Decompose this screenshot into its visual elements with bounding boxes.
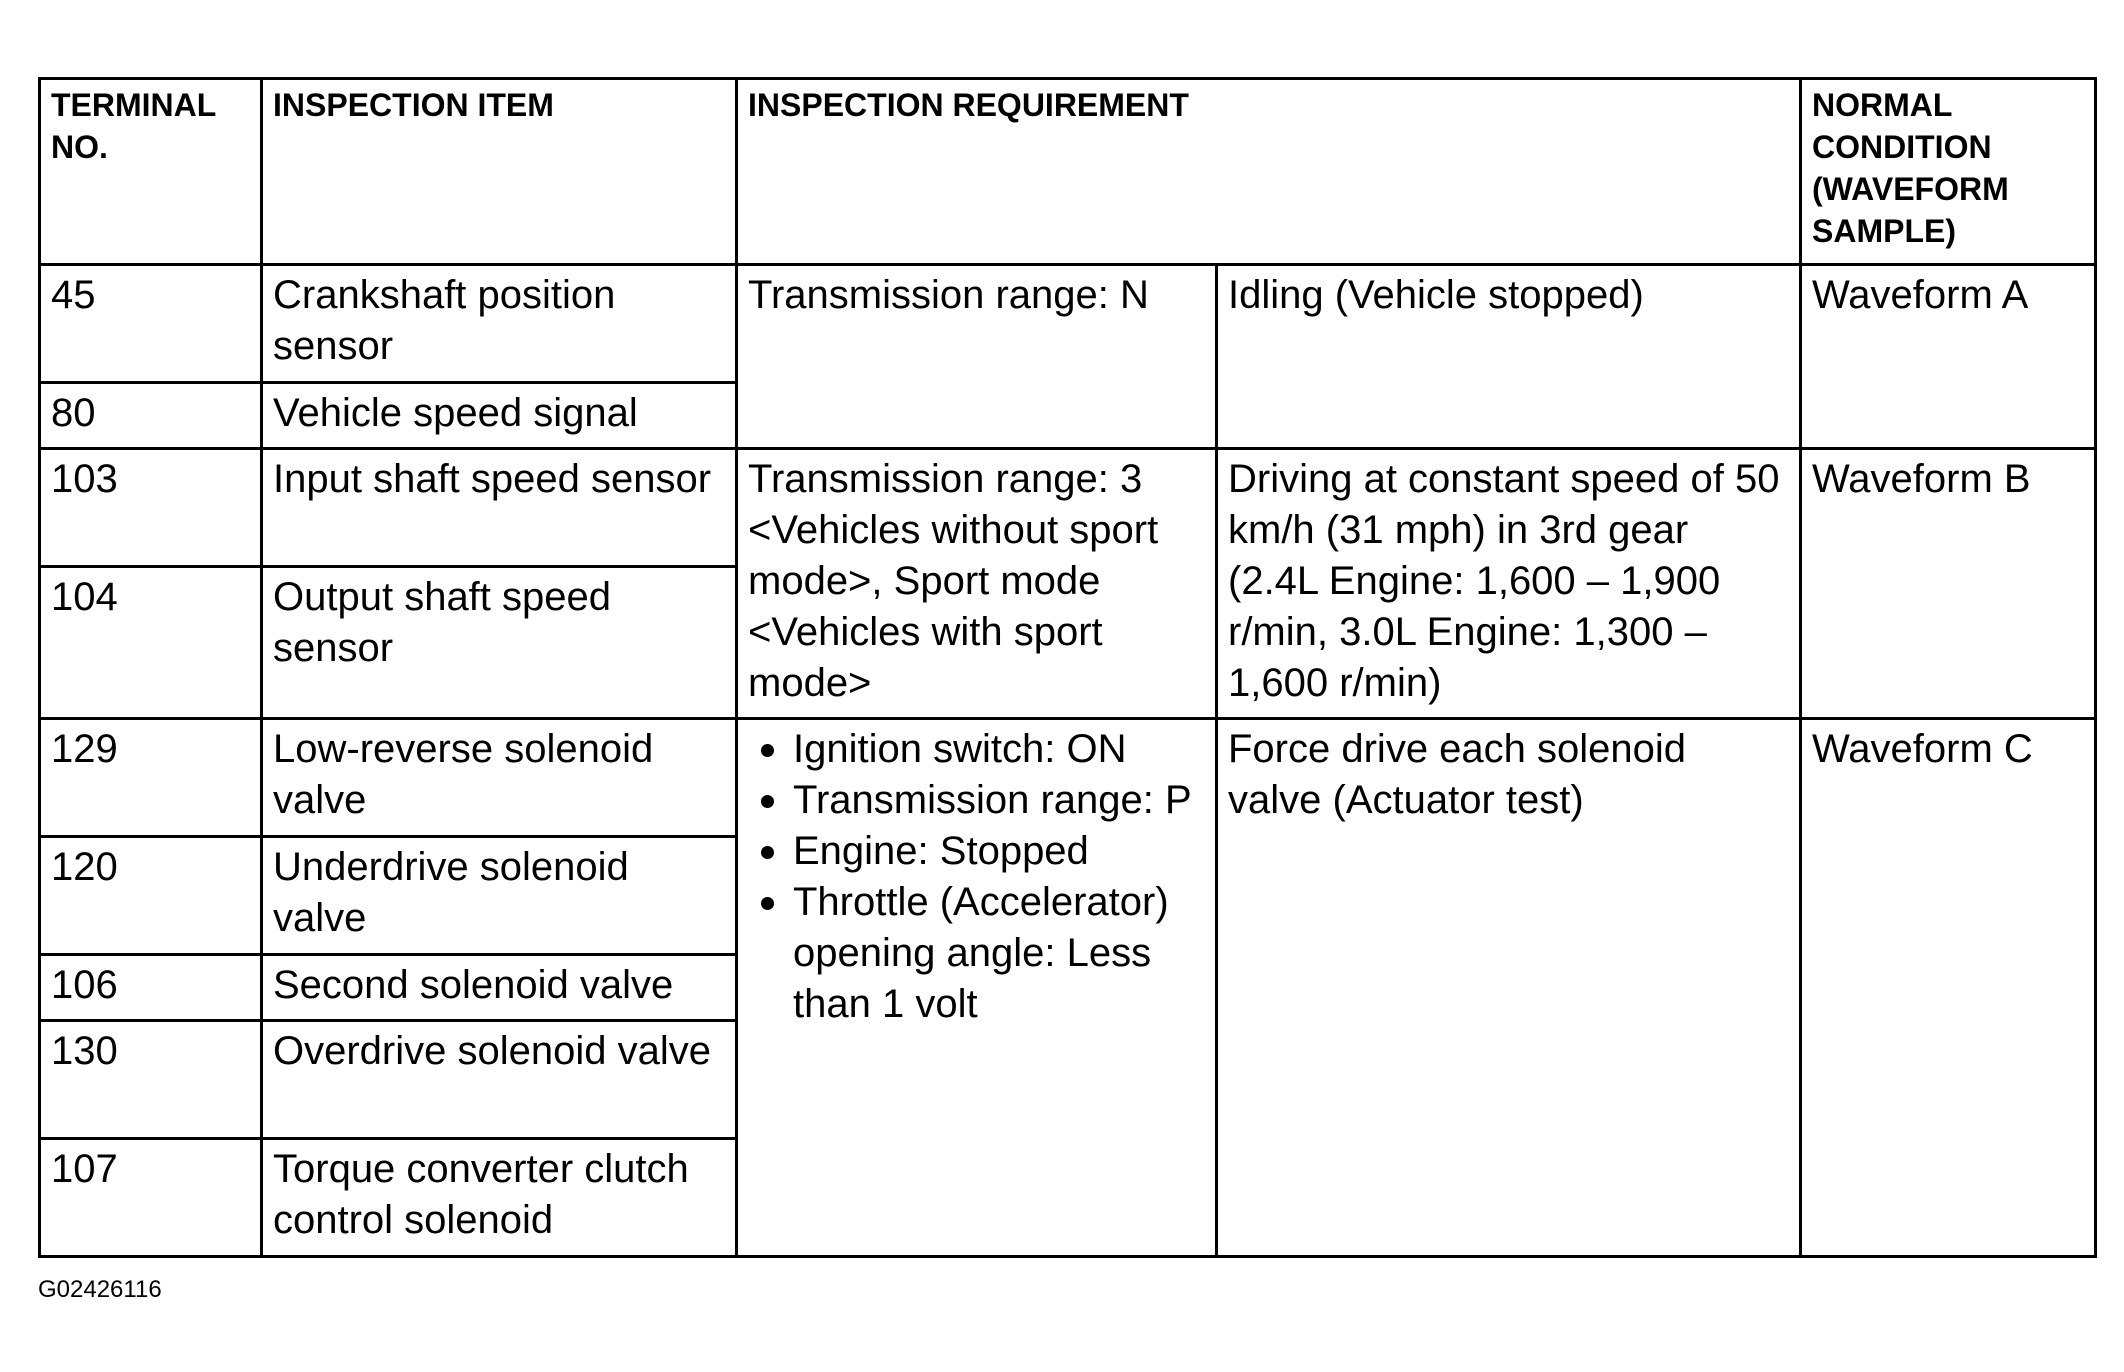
condition-cell: Driving at constant speed of 50 km/h (31 mph) in 3rd gear (2.4L Engine: 1,600 – 1,900 r/min, 3.0L Engine: 1,300 – 1,600 r/min) [1217,449,1801,719]
header-inspection-requirement: INSPECTION REQUIREMENT [737,79,1801,265]
table-row [40,265,2096,383]
inspection-table [38,77,2097,1258]
list-item: Engine: Stopped [793,826,1205,877]
inspection-item-cell: Torque converter clutch control solenoid [262,1139,737,1257]
inspection-item-cell: Second solenoid valve [262,955,737,1021]
requirement-cell: Transmission range: N [737,265,1217,449]
condition-cell: Force drive each solenoid valve (Actuator test) [1217,719,1801,1257]
inspection-item-cell: Overdrive solenoid valve [262,1021,737,1139]
terminal-no-cell: 104 [40,567,262,719]
header-inspection-item: INSPECTION ITEM [262,79,737,265]
requirement-cell: Transmission range: 3 <Vehicles without sport mode>, Sport mode <Vehicles with sport mode> [737,449,1217,719]
header-terminal-no: TERMINAL NO. [40,79,262,265]
terminal-no-cell: 106 [40,955,262,1021]
waveform-cell: Waveform C [1801,719,2096,1257]
header-row [40,79,2096,265]
terminal-no-cell: 45 [40,265,262,383]
terminal-no-cell: 107 [40,1139,262,1257]
requirement-list [748,724,1205,1030]
inspection-item-cell: Input shaft speed sensor [262,449,737,567]
terminal-no-cell: 130 [40,1021,262,1139]
list-item: Ignition switch: ON [793,724,1205,775]
figure-id: G02426116 [38,1276,162,1303]
inspection-item-cell: Low-reverse solenoid valve [262,719,737,837]
inspection-item-cell: Underdrive solenoid valve [262,837,737,955]
list-item: Throttle (Accelerator) opening angle: Less than 1 volt [793,877,1205,1030]
table-row [40,449,2096,567]
table-row [40,719,2096,837]
header-normal-condition: NORMAL CONDITION (WAVEFORM SAMPLE) [1801,79,2096,265]
terminal-no-cell: 80 [40,383,262,449]
inspection-item-cell: Crankshaft position sensor [262,265,737,383]
inspection-item-cell: Vehicle speed signal [262,383,737,449]
waveform-cell: Waveform A [1801,265,2096,449]
condition-cell: Idling (Vehicle stopped) [1217,265,1801,449]
list-item: Transmission range: P [793,775,1205,826]
terminal-no-cell: 103 [40,449,262,567]
waveform-cell: Waveform B [1801,449,2096,719]
inspection-item-cell: Output shaft speed sensor [262,567,737,719]
terminal-no-cell: 129 [40,719,262,837]
requirement-cell [737,719,1217,1257]
terminal-no-cell: 120 [40,837,262,955]
